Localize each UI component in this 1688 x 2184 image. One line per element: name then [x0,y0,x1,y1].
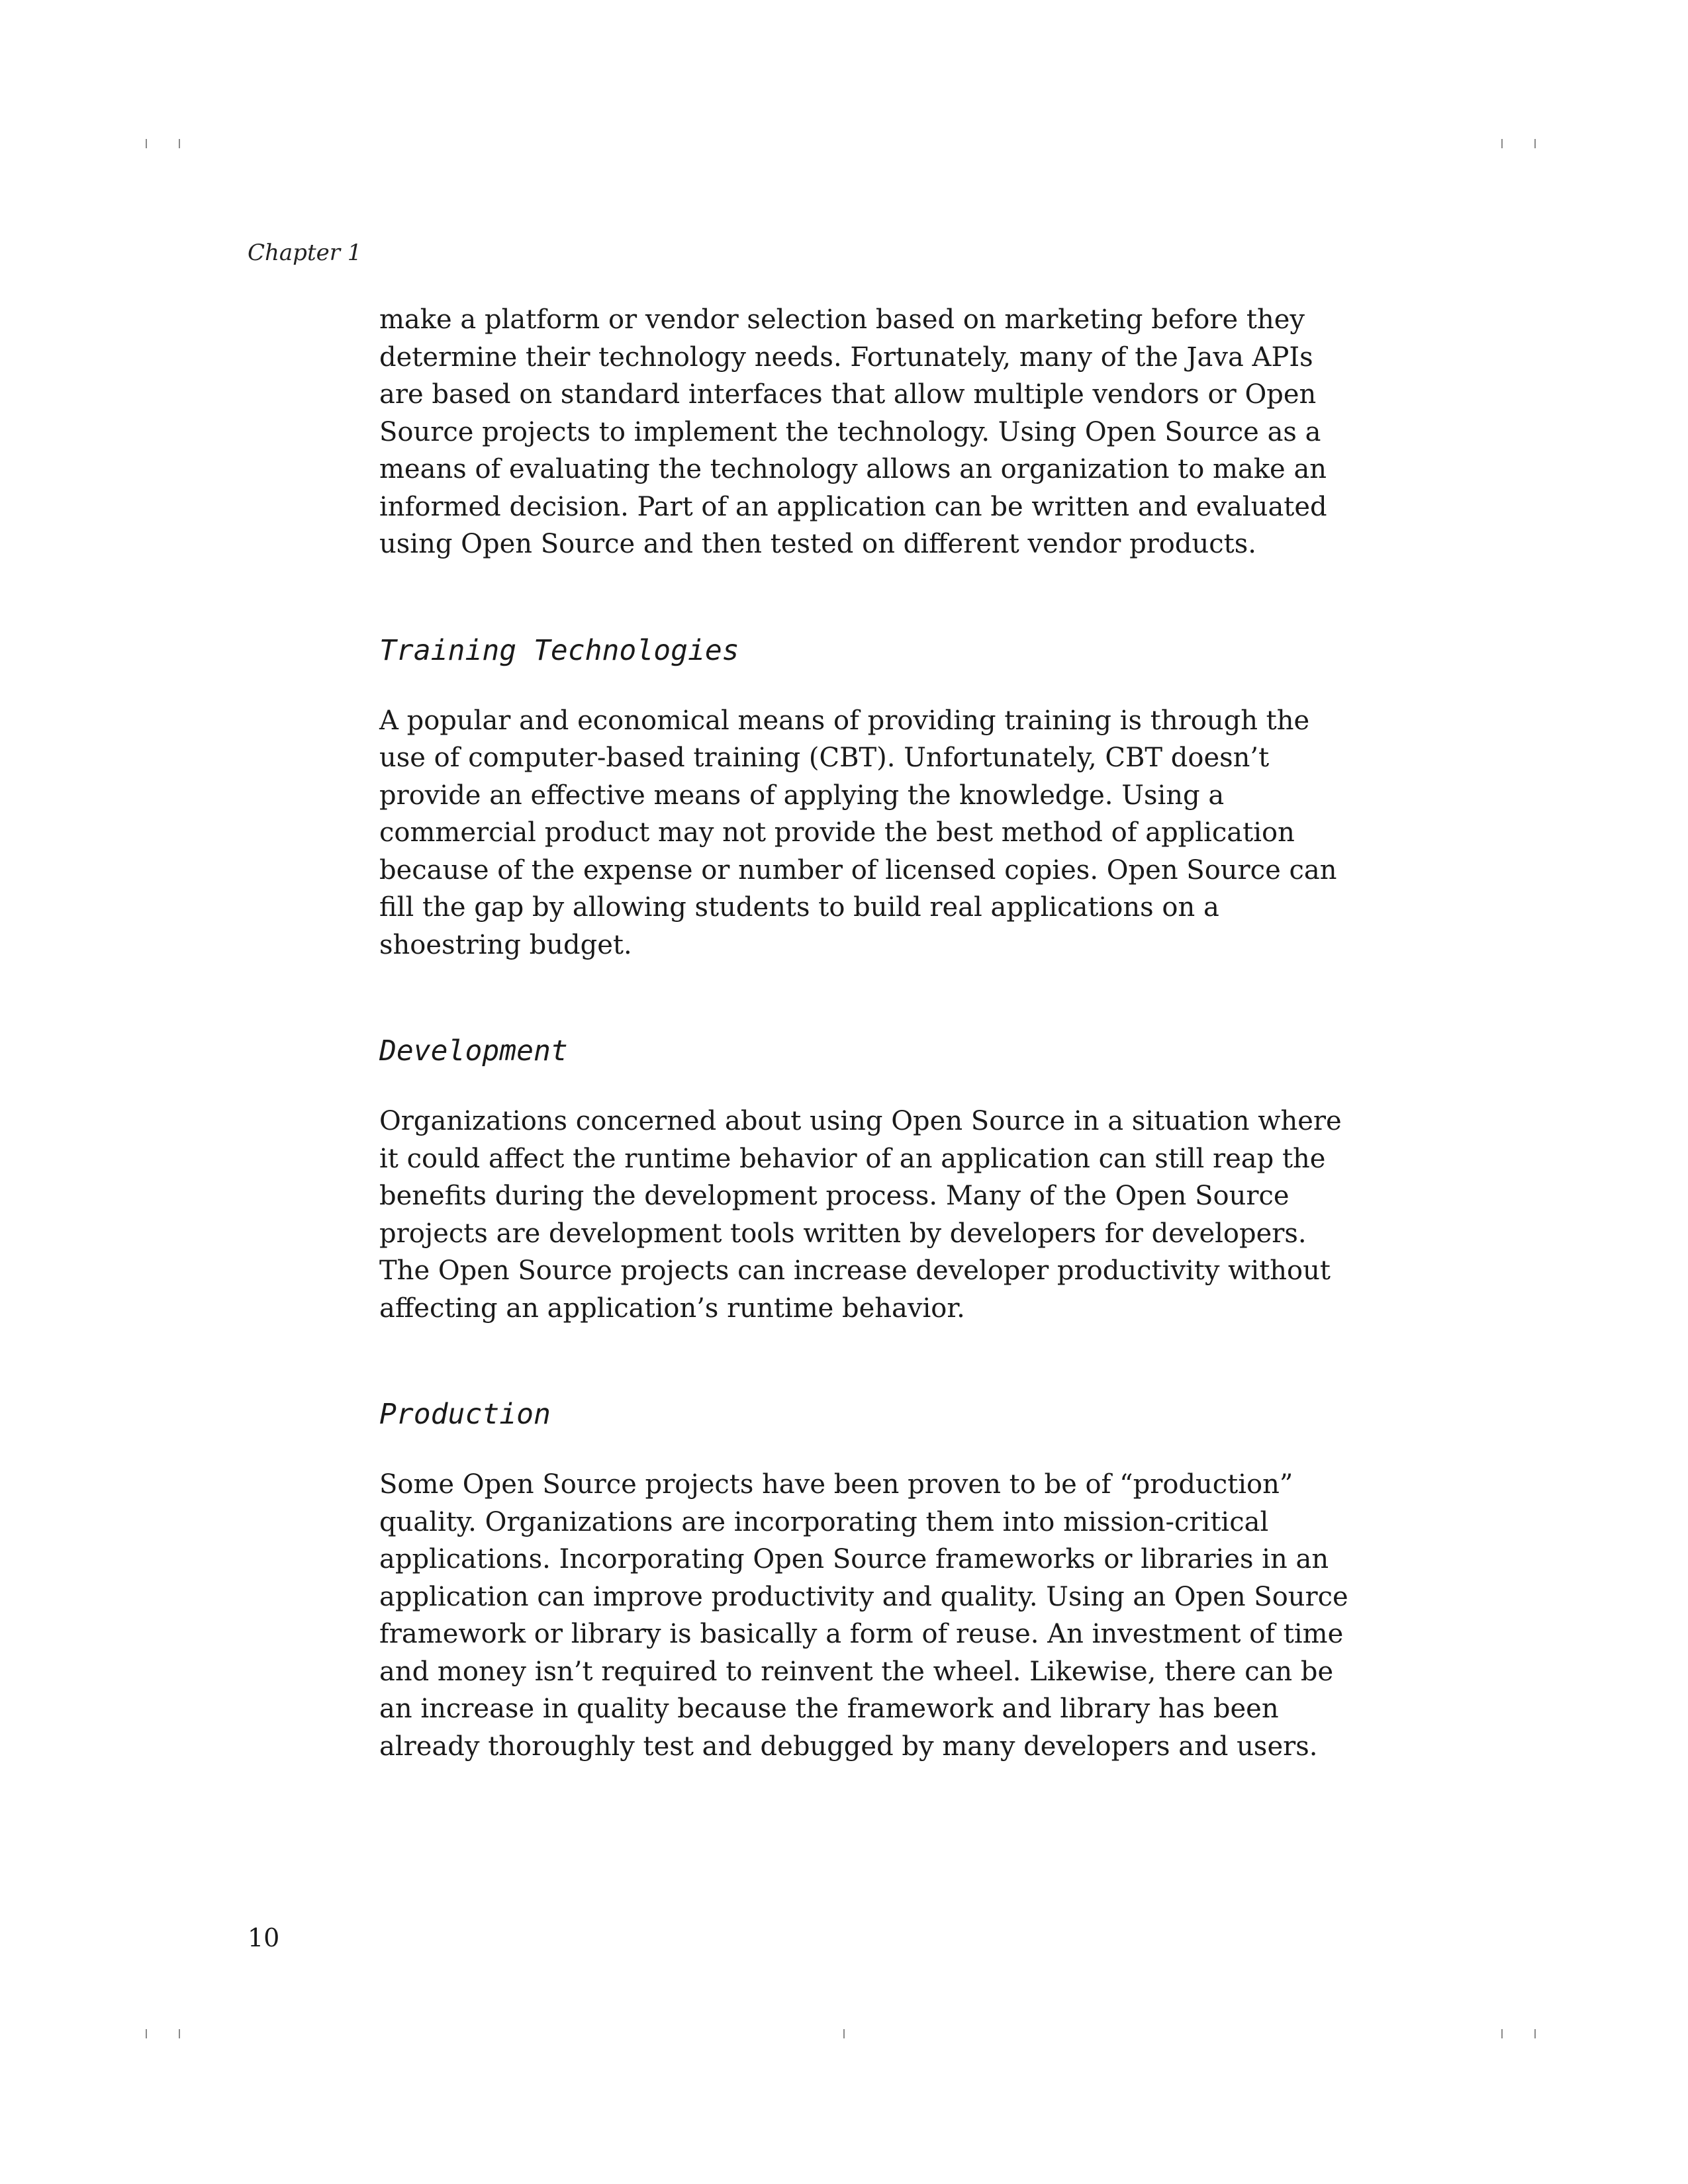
crop-mark [1501,139,1503,148]
section-heading-training: Training Technologies [379,633,739,667]
page-body [379,301,1356,1765]
crop-mark [1534,2029,1536,2038]
production-paragraph: Some Open Source projects have been proven to be of “production” quality. Organizations are incorporating them into mission-critical applications. Incorporating Open Source frameworks or libraries in an application can improve productivity and quality. Using an Open Source framework or library is basically a form of reuse. An investment of time and money isn’t required to reinvent the wheel. Likewise, there can be an increase in quality because the framework and library has been already thoroughly test and debugged by many developers and users. [379,1469,1348,1762]
intro-paragraph: make a platform or vendor selection based on marketing before they determine their technology needs. Fortunately, many of the Java APIs are based on standard interfaces that allow multiple vendors or Open Source projects to implement the technology. Using Open Source as a means of evaluating the technology allows an organization to make an informed decision. Part of an application can be written and evaluated using Open Source and then tested on different vendor products. [379,304,1327,559]
running-head: Chapter 1 [248,240,362,266]
crop-mark [1501,2029,1503,2038]
section-heading-production: Production [379,1398,551,1431]
crop-mark [146,2029,147,2038]
training-paragraph: A popular and economical means of providing training is through the use of computer-based training (CBT). Unfortunately, CBT doesn’t provide an effective means of applying the knowledge. Using a commercial product may not provide the best method of application because of the expense or number of licensed copies. Open Source can fill the gap by allowing students to build real applications on a shoestring budget. [379,705,1337,960]
crop-mark [843,2029,845,2038]
crop-mark [1534,139,1536,148]
crop-mark [146,139,147,148]
section-heading-development: Development [379,1034,568,1068]
crop-mark [179,2029,180,2038]
crop-mark [179,139,180,148]
development-paragraph: Organizations concerned about using Open Source in a situation where it could affect the runtime behavior of an application can still reap the benefits during the development process. Many of the Open Source projects are development tools written by developers for developers. The Open Source projects can increase developer productivity without affecting an application’s runtime behavior. [379,1106,1342,1324]
page-number: 10 [248,1923,280,1952]
